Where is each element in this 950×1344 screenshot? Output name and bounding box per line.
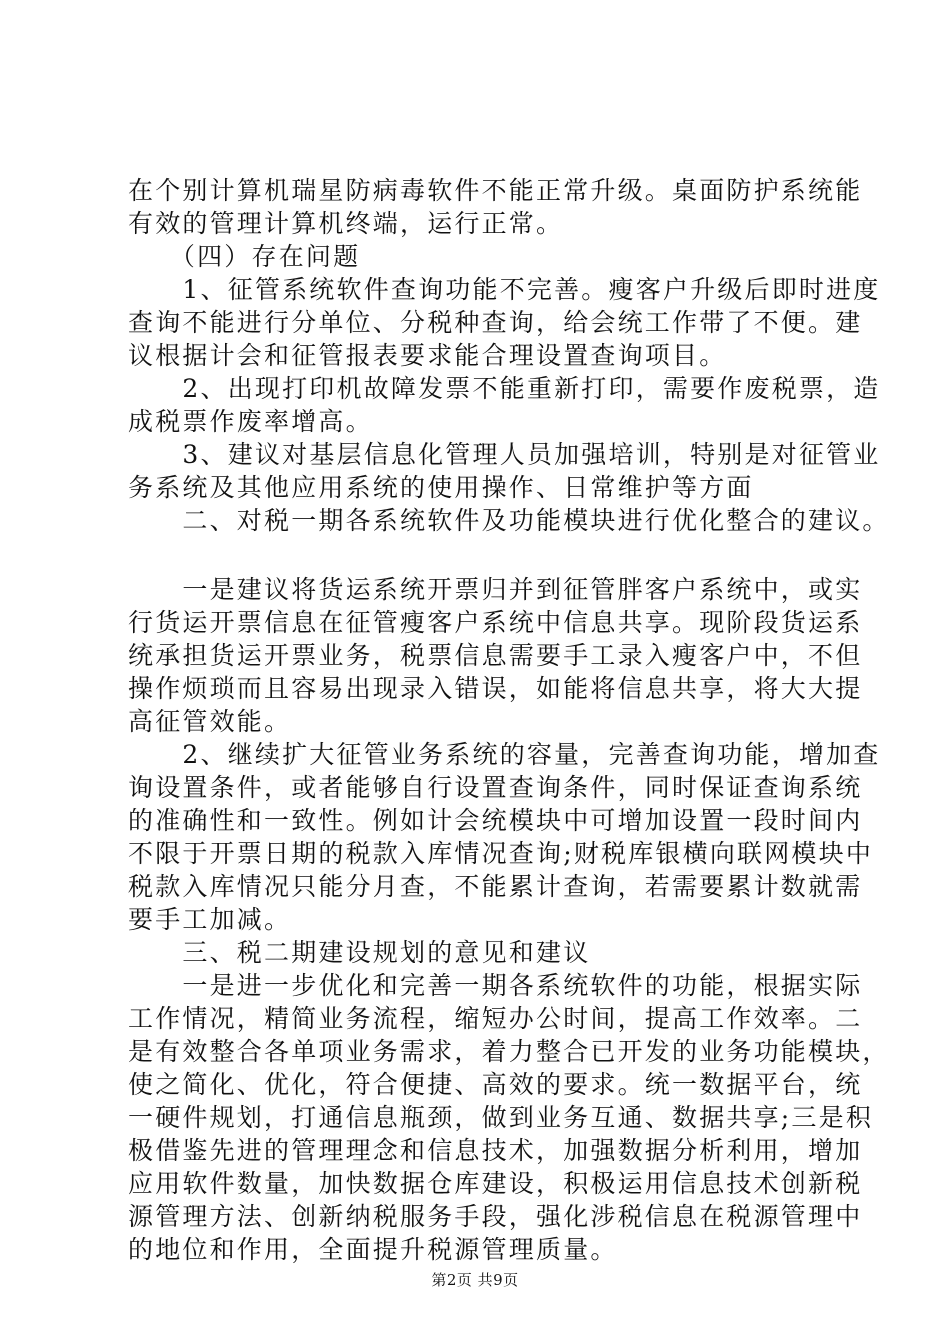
text-line: 使之简化、优化，符合便捷、高效的要求。统一数据平台，统 (128, 1070, 863, 1099)
document-body (128, 174, 890, 1266)
section-heading: （四）存在问题 (128, 242, 361, 271)
section-heading: 三、税二期建设规划的意见和建议 (128, 938, 591, 967)
text-line: 询设置条件，或者能够自行设置查询条件，同时保证查询系统 (128, 773, 863, 802)
text-line: 极借鉴先进的管理理念和信息技术，加强数据分析利用，增加 (128, 1136, 863, 1165)
text-line: 一是建议将货运系统开票归并到征管胖客户系统中，或实 (128, 575, 863, 604)
section-heading: 二、对税一期各系统软件及功能模块进行优化整合的建议。 (128, 506, 890, 535)
page-number-footer: 第2页 共9页 (431, 1271, 519, 1289)
text-line: 3、建议对基层信息化管理人员加强培训，特别是对征管业 (128, 440, 881, 469)
text-line: 高征管效能。 (128, 707, 292, 736)
text-line: 在个别计算机瑞星防病毒软件不能正常升级。桌面防护系统能 (128, 176, 863, 205)
text-line: 有效的管理计算机终端，运行正常。 (128, 209, 564, 238)
paragraph-gap (128, 537, 830, 573)
text-line: 1、征管系统软件查询功能不完善。瘦客户升级后即时进度 (128, 275, 881, 304)
text-line: 查询不能进行分单位、分税种查询，给会统工作带了不便。建 (128, 308, 863, 337)
text-line: 一硬件规划，打通信息瓶颈，做到业务互通、数据共享;三是积 (128, 1103, 874, 1132)
text-line: 要手工加减。 (128, 905, 292, 934)
text-line: 应用软件数量，加快数据仓库建设，积极运用信息技术创新税 (128, 1169, 863, 1198)
text-line: 不限于开票日期的税款入库情况查询;财税库银横向联网模块中 (128, 839, 874, 868)
text-line: 操作烦琐而且容易出现录入错误，如能将信息共享，将大大提 (128, 674, 863, 703)
text-line: 2、继续扩大征管业务系统的容量，完善查询功能，增加查 (128, 740, 881, 769)
text-line: 源管理方法、创新纳税服务手段，强化涉税信息在税源管理中 (128, 1202, 863, 1231)
text-line: 统承担货运开票业务，税票信息需要手工录入瘦客户中，不但 (128, 641, 863, 670)
text-line: 一是进一步优化和完善一期各系统软件的功能，根据实际 (128, 971, 863, 1000)
text-line: 是有效整合各单项业务需求，着力整合已开发的业务功能模块， (128, 1037, 890, 1066)
text-line: 2、出现打印机故障发票不能重新打印，需要作废税票，造 (128, 374, 881, 403)
text-line: 行货运开票信息在征管瘦客户系统中信息共享。现阶段货运系 (128, 608, 863, 637)
text-line: 成税票作废率增高。 (128, 407, 373, 436)
text-line: 的地位和作用，全面提升税源管理质量。 (128, 1235, 618, 1264)
text-line: 税款入库情况只能分月查，不能累计查询，若需要累计数就需 (128, 872, 863, 901)
text-line: 的准确性和一致性。例如计会统模块中可增加设置一段时间内 (128, 806, 863, 835)
text-line: 议根据计会和征管报表要求能合理设置查询项目。 (128, 341, 727, 370)
text-line: 工作情况，精简业务流程，缩短办公时间，提高工作效率。二 (128, 1004, 863, 1033)
text-line: 务系统及其他应用系统的使用操作、日常维护等方面 (128, 473, 754, 502)
